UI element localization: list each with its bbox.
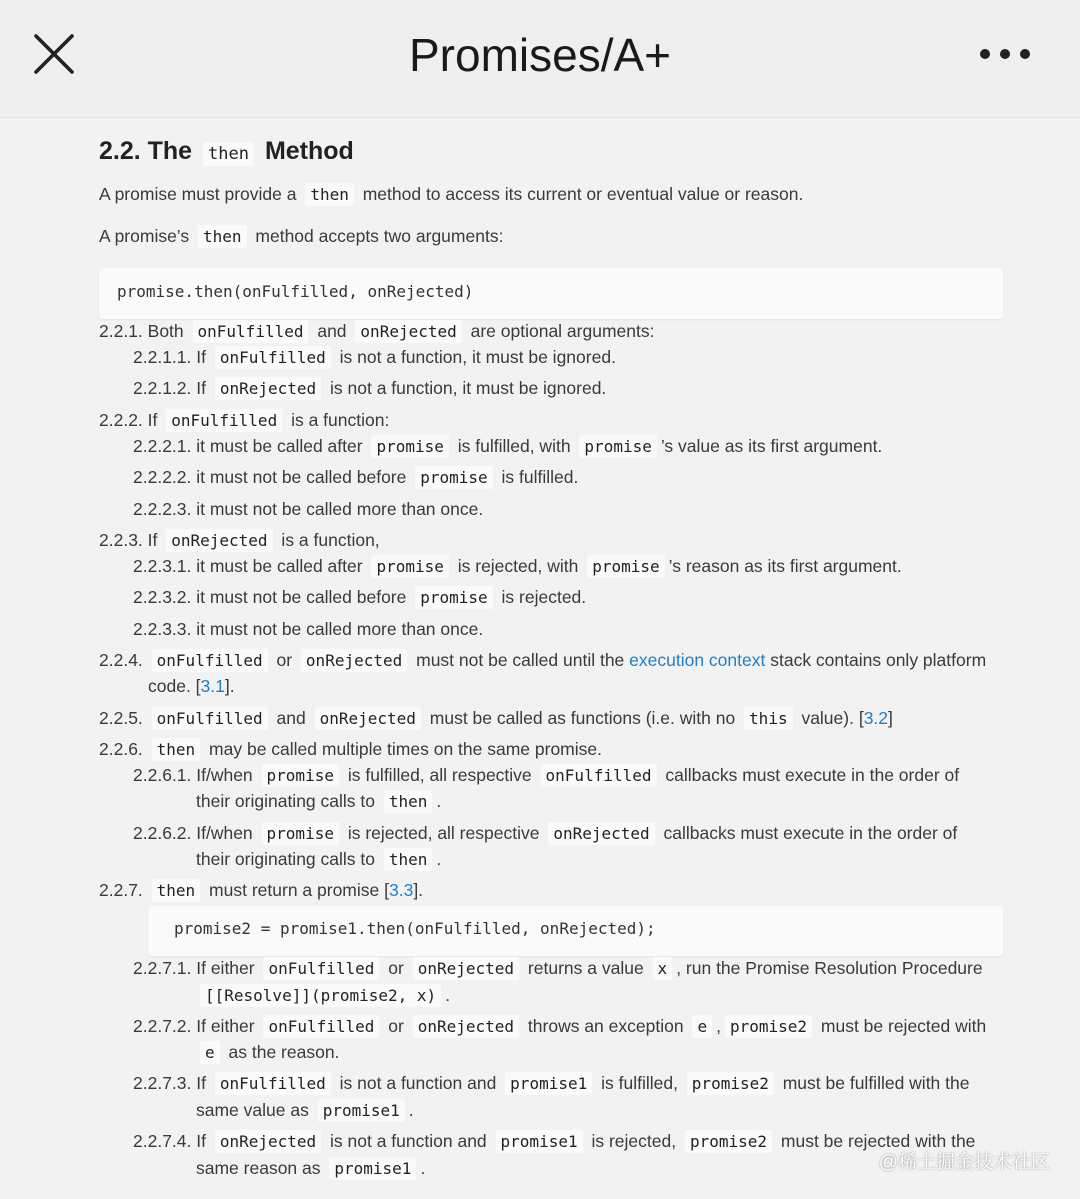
list-item-2.2.3 xyxy=(99,528,380,553)
section-heading: 2.2. The then Method xyxy=(99,137,354,165)
text-fragment: 2.2.3.2. it must not be called before xyxy=(133,587,412,607)
text-fragment: may be called multiple times on the same promise. xyxy=(204,739,602,759)
inline-code: promise xyxy=(579,435,656,458)
text-fragment: callbacks must execute in the order of xyxy=(658,823,958,843)
ref-3.2-link[interactable]: 3.2 xyxy=(863,708,889,728)
inline-code: onRejected xyxy=(315,707,421,730)
text-fragment: ’s reason as its first argument. xyxy=(668,556,902,576)
list-item-2.2.5 xyxy=(99,706,893,731)
text-fragment: 2.2.7.1. If either xyxy=(133,958,260,978)
text-fragment: and xyxy=(271,708,311,728)
page-title: Promises/A+ xyxy=(408,29,672,81)
list-item-2.2.6.1 xyxy=(133,763,959,788)
text-fragment: stack contains only platform xyxy=(765,650,987,670)
text-fragment: same value as xyxy=(196,1100,314,1120)
text-fragment: throws an exception xyxy=(523,1016,689,1036)
text-fragment: must not be called until the xyxy=(411,650,630,670)
list-item-2.2.4 xyxy=(99,648,986,673)
execution-context-link[interactable]: execution context xyxy=(629,650,766,670)
inline-code: onRejected xyxy=(548,822,654,845)
text-fragment: 2.2.5. xyxy=(99,708,148,728)
text-fragment: , xyxy=(716,1016,721,1036)
text-fragment: or xyxy=(271,650,297,670)
text-fragment: 2.2.7.2. If either xyxy=(133,1016,260,1036)
list-item-2.2.4-cont xyxy=(148,674,235,698)
text-fragment: . xyxy=(420,1158,426,1178)
text-fragment: is a function: xyxy=(286,410,390,430)
inline-code: then xyxy=(152,879,201,902)
text-fragment: is fulfilled, all respective xyxy=(342,765,537,785)
text-fragment: . xyxy=(436,791,442,811)
inline-code: then xyxy=(305,183,354,206)
inline-code: then xyxy=(198,225,247,248)
inline-code: onRejected xyxy=(215,377,321,400)
text-fragment: ]. xyxy=(224,676,235,696)
inline-code: onRejected xyxy=(413,1015,519,1038)
text-fragment: ] xyxy=(888,708,893,728)
inline-code: promise2 xyxy=(685,1130,772,1153)
list-item-2.2.3.3: 2.2.3.3. it must not be called more than once. xyxy=(133,619,484,639)
inline-code: then xyxy=(384,848,433,871)
text-fragment: is a function, xyxy=(276,530,380,550)
inline-code: promise1 xyxy=(496,1130,583,1153)
inline-code: e xyxy=(200,1041,220,1064)
watermark: @稀土掘金技术社区 xyxy=(878,1152,1050,1173)
inline-code: then xyxy=(152,738,201,761)
text-fragment: same reason as xyxy=(196,1158,326,1178)
inline-code: onFulfilled xyxy=(215,1072,331,1095)
text-fragment: as the reason. xyxy=(223,1042,340,1062)
ref-3.3-link[interactable]: 3.3 xyxy=(388,880,414,900)
inline-code: promise1 xyxy=(329,1157,416,1180)
more-dots-icon xyxy=(974,38,1036,70)
document-content xyxy=(0,119,1080,1199)
text-fragment: A promise must provide a xyxy=(99,184,302,204)
list-item-2.2.3.1 xyxy=(133,554,902,579)
inline-code: onFulfilled xyxy=(166,409,282,432)
text-fragment: 2.2.4. xyxy=(99,650,148,670)
inline-code: onFulfilled xyxy=(215,346,331,369)
inline-code: promise xyxy=(371,435,448,458)
inline-code: onFulfilled xyxy=(263,957,379,980)
text-fragment: 2.2.6. xyxy=(99,739,148,759)
text-fragment: or xyxy=(383,958,409,978)
list-item-2.2.2.3: 2.2.2.3. it must not be called more than once. xyxy=(133,499,484,519)
text-fragment: is fulfilled, with xyxy=(452,436,576,456)
text-fragment: is rejected, with xyxy=(452,556,584,576)
text-fragment: must be rejected with xyxy=(816,1016,987,1036)
text-fragment: 2.2.3. If xyxy=(99,530,163,550)
inline-code: onRejected xyxy=(166,529,272,552)
list-item-2.2.7.3 xyxy=(133,1071,969,1096)
text-fragment: is rejected, xyxy=(586,1131,681,1151)
inline-code: promise xyxy=(262,822,339,845)
code-block-then-signature: promise.then(onFulfilled, onRejected) xyxy=(99,268,1003,319)
list-item-2.2.7.4 xyxy=(133,1129,975,1154)
inline-code: then xyxy=(384,790,433,813)
list-item-2.2.2.1 xyxy=(133,434,882,459)
text-fragment: 2.2.1.2. If xyxy=(133,378,211,398)
inline-code: promise2 xyxy=(725,1015,812,1038)
more-button[interactable] xyxy=(974,38,1036,70)
inline-code: then xyxy=(203,142,254,166)
text-fragment: A promise’s xyxy=(99,226,194,246)
text-fragment: 2.2.3.1. it must be called after xyxy=(133,556,368,576)
inline-code: onFulfilled xyxy=(541,764,657,787)
list-item-2.2.7.3-cont xyxy=(196,1098,414,1123)
inline-code: promise1 xyxy=(318,1099,405,1122)
text-fragment: . xyxy=(436,849,442,869)
inline-code: x xyxy=(653,957,673,980)
list-item-2.2.1.2 xyxy=(133,376,606,401)
text-fragment: . xyxy=(445,985,451,1005)
list-item-2.2.7.1 xyxy=(133,956,983,981)
inline-code: [[Resolve]](promise2, x) xyxy=(200,984,441,1007)
text-fragment: is rejected, all respective xyxy=(342,823,545,843)
text-fragment: and xyxy=(312,321,352,341)
inline-code: promise2 xyxy=(687,1072,774,1095)
text-fragment: 2.2.1.1. If xyxy=(133,347,211,367)
text-fragment: 2.2.1. Both xyxy=(99,321,189,341)
text-fragment: is rejected. xyxy=(496,587,587,607)
list-item-2.2.6.2 xyxy=(133,821,957,846)
inline-code: onRejected xyxy=(215,1130,321,1153)
text-fragment: returns a value xyxy=(523,958,649,978)
text-fragment: is not a function, it must be ignored. xyxy=(325,378,607,398)
list-item-2.2.2.2 xyxy=(133,465,578,490)
inline-code: promise xyxy=(415,586,492,609)
inline-code: onFulfilled xyxy=(152,649,268,672)
text-fragment: 2.2.7. xyxy=(99,880,148,900)
ref-3.1-link[interactable]: 3.1 xyxy=(200,676,225,696)
inline-code: e xyxy=(692,1015,712,1038)
text-fragment: 2.2.6.2. If/when xyxy=(133,823,258,843)
text-fragment: must be rejected with the xyxy=(776,1131,976,1151)
text-fragment: method to access its current or eventual value or reason. xyxy=(357,184,804,204)
text-fragment: 2.2.2. If xyxy=(99,410,163,430)
text-fragment: 2.2.6.1. If/when xyxy=(133,765,258,785)
inline-code: promise xyxy=(262,764,339,787)
inline-code: promise xyxy=(587,555,664,578)
text-fragment: ’s value as its first argument. xyxy=(660,436,883,456)
inline-code: onFulfilled xyxy=(193,320,309,343)
text-fragment: value). [ xyxy=(796,708,864,728)
text-fragment: , run the Promise Resolution Procedure xyxy=(676,958,983,978)
list-item-2.2.1 xyxy=(99,319,654,344)
text-fragment: is not a function, it must be ignored. xyxy=(334,347,616,367)
list-item-2.2.6.2-cont xyxy=(196,847,441,872)
list-item-2.2.2 xyxy=(99,408,389,433)
inline-code: onRejected xyxy=(413,957,519,980)
code-block-promise2: promise2 = promise1.then(onFulfilled, onRejected); xyxy=(148,906,1003,956)
text-fragment: callbacks must execute in the order of xyxy=(660,765,960,785)
list-item-2.2.3.2 xyxy=(133,585,586,610)
intro-paragraph-1 xyxy=(99,182,803,207)
list-item-2.2.1.1 xyxy=(133,345,616,370)
inline-code: promise1 xyxy=(505,1072,592,1095)
list-item-2.2.7 xyxy=(99,878,423,903)
text-fragment: their originating calls to xyxy=(196,791,380,811)
text-fragment: 2.2.7.3. If xyxy=(133,1073,211,1093)
inline-code: this xyxy=(744,707,793,730)
text-fragment: code. [ xyxy=(148,676,201,696)
text-fragment: ]. xyxy=(413,880,424,900)
list-item-2.2.6.1-cont xyxy=(196,789,441,814)
inline-code: onRejected xyxy=(301,649,407,672)
inline-code: onRejected xyxy=(355,320,461,343)
inline-code: promise xyxy=(371,555,448,578)
text-fragment: is fulfilled, xyxy=(596,1073,683,1093)
text-fragment: or xyxy=(383,1016,409,1036)
top-bar xyxy=(0,0,1080,118)
text-fragment: must be fulfilled with the xyxy=(777,1073,970,1093)
intro-paragraph-2 xyxy=(99,224,503,249)
list-item-2.2.7.2 xyxy=(133,1014,986,1039)
text-fragment: 2.2.2.1. it must be called after xyxy=(133,436,368,456)
text-fragment: is not a function and xyxy=(325,1131,492,1151)
text-fragment: 2.2.2.2. it must not be called before xyxy=(133,467,412,487)
text-fragment: their originating calls to xyxy=(196,849,380,869)
inline-code: onFulfilled xyxy=(263,1015,379,1038)
text-fragment: is not a function and xyxy=(334,1073,502,1093)
list-item-2.2.7.4-cont xyxy=(196,1156,425,1181)
list-item-2.2.7.2-cont xyxy=(196,1040,339,1065)
list-item-2.2.7.1-cont xyxy=(196,983,450,1008)
text-fragment: are optional arguments: xyxy=(465,321,655,341)
list-item-2.2.6 xyxy=(99,737,602,762)
text-fragment: method accepts two arguments: xyxy=(250,226,504,246)
text-fragment: . xyxy=(408,1100,414,1120)
inline-code: onFulfilled xyxy=(152,707,268,730)
text-fragment: must return a promise [ xyxy=(204,880,389,900)
inline-code: promise xyxy=(415,466,492,489)
text-fragment: is fulfilled. xyxy=(496,467,579,487)
text-fragment: 2.2.7.4. If xyxy=(133,1131,211,1151)
text-fragment: must be called as functions (i.e. with no xyxy=(424,708,741,728)
